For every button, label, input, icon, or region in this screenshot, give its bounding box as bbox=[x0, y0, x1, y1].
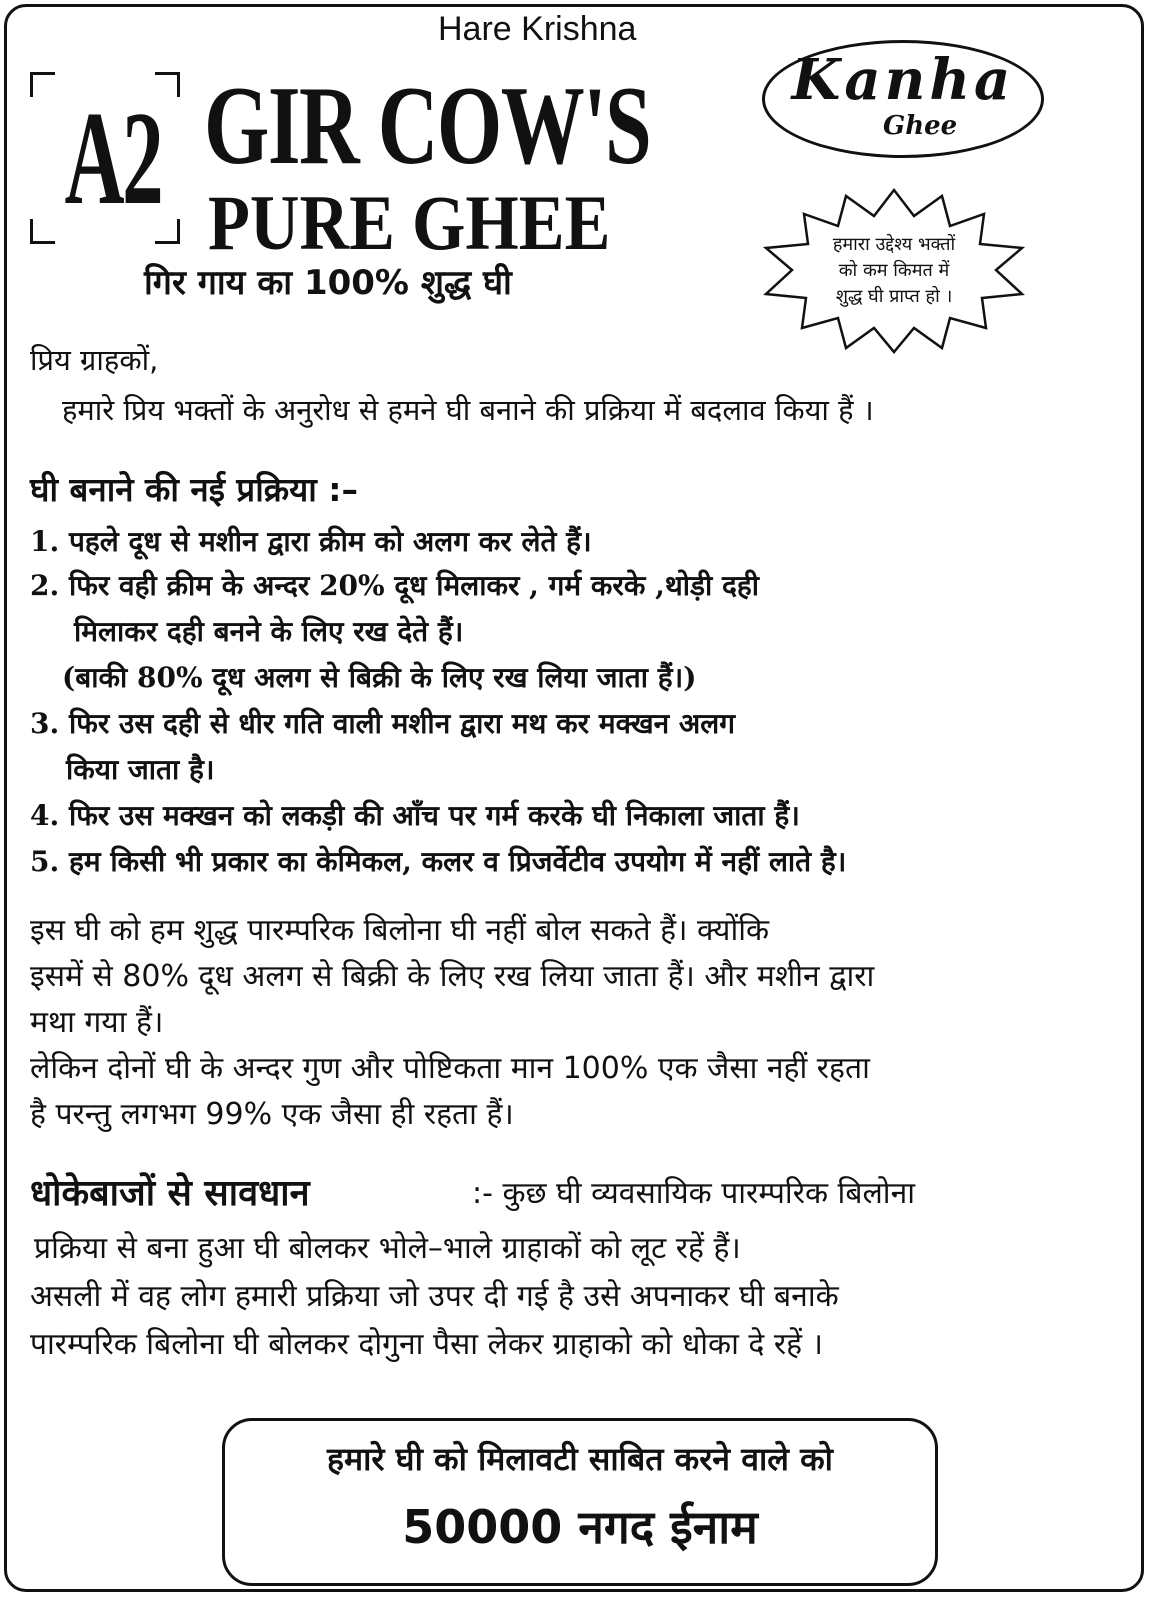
starburst-line: हमारा उद्देश्य भक्तों bbox=[832, 234, 956, 255]
warning-line: :- कुछ घी व्यवसायिक पारम्परिक बिलोना bbox=[472, 1176, 915, 1211]
process-step-3: 3. फिर उस दही से धीर गति वाली मशीन द्वारा मथ कर मक्खन अलग bbox=[30, 707, 736, 740]
process-step-2: 2. फिर वही क्रीम के अन्दर 20% दूध मिलाकर , गर्म करके ,थोड़ी दही bbox=[30, 569, 759, 602]
greeting: प्रिय ग्राहकों, bbox=[30, 343, 159, 377]
explanation-line: मथा गया हैं। bbox=[30, 1005, 164, 1040]
kanha-logo bbox=[762, 40, 1044, 158]
process-step-5: 5. हम किसी भी प्रकार का केमिकल, कलर व प्रिजर्वेटीव उपयोग में नहीं लाते है। bbox=[30, 845, 847, 878]
warning-heading: धोकेबाजों से सावधान bbox=[30, 1172, 310, 1214]
explanation-line: इस घी को हम शुद्ध पारम्परिक बिलोना घी नहीं बोल सकते हैं। क्योंकि bbox=[30, 913, 770, 948]
hindi-subtitle: गिर गाय का 100% शुद्ध घी bbox=[144, 263, 512, 303]
intro-text: हमारे प्रिय भक्तों के अनुरोध से हमने घी बनाने की प्रक्रिया में बदलाव किया हैं । bbox=[62, 393, 874, 427]
starburst-line: शुद्ध घी प्राप्त हो । bbox=[835, 286, 953, 307]
a2-label: A2 bbox=[64, 84, 162, 232]
title-line2: PURE GHEE bbox=[208, 179, 611, 266]
starburst-text bbox=[760, 232, 1028, 310]
tagline: Hare Krishna bbox=[438, 10, 637, 48]
title-line1: GIR COW'S bbox=[204, 64, 651, 188]
explanation-line: है परन्तु लगभग 99% एक जैसा ही रहता हैं। bbox=[30, 1097, 514, 1132]
explanation-line: लेकिन दोनों घी के अन्दर गुण और पोष्टिकता मान 100% एक जैसा नहीं रहता bbox=[30, 1051, 870, 1086]
process-step-3-cont: किया जाता है। bbox=[66, 753, 215, 786]
process-step-2-note: (बाकी 80% दूध अलग से बिक्री के लिए रख लिया जाता हैं।) bbox=[62, 661, 697, 694]
starburst-line: को कम किमत में bbox=[838, 260, 950, 281]
logo-brand: Kanha bbox=[791, 47, 1015, 113]
warning-line: पारम्परिक बिलोना घी बोलकर दोगुना पैसा लेकर ग्राहाको को धोका दे रहें । bbox=[30, 1327, 823, 1362]
a2-badge bbox=[30, 72, 180, 244]
process-step-1: 1. पहले दूध से मशीन द्वारा क्रीम को अलग कर लेते हैं। bbox=[30, 525, 592, 558]
process-heading: घी बनाने की नई प्रक्रिया :– bbox=[30, 470, 358, 509]
mission-starburst bbox=[760, 186, 1028, 356]
bracket-corner bbox=[30, 219, 55, 244]
process-step-4: 4. फिर उस मक्खन को लकड़ी की आँच पर गर्म करके घी निकाला जाता हैं। bbox=[30, 799, 800, 832]
warning-line: असली में वह लोग हमारी प्रक्रिया जो उपर दी गई है उसे अपनाकर घी बनाके bbox=[30, 1279, 839, 1314]
reward-line1: हमारे घी को मिलावटी साबित करने वाले को bbox=[327, 1440, 833, 1478]
reward-amount: 50000 नगद ईनाम bbox=[402, 1500, 758, 1554]
explanation-line: इसमें से 80% दूध अलग से बिक्री के लिए रख लिया जाता हैं। और मशीन द्वारा bbox=[30, 959, 875, 994]
process-step-2-cont: मिलाकर दही बनने के लिए रख देते हैं। bbox=[74, 615, 464, 648]
bracket-corner bbox=[30, 72, 55, 97]
logo-sub: Ghee bbox=[883, 111, 958, 141]
reward-box bbox=[222, 1418, 938, 1586]
warning-line: प्रक्रिया से बना हुआ घी बोलकर भोले–भाले ग्राहाकों को लूट रहें हैं। bbox=[34, 1231, 741, 1266]
